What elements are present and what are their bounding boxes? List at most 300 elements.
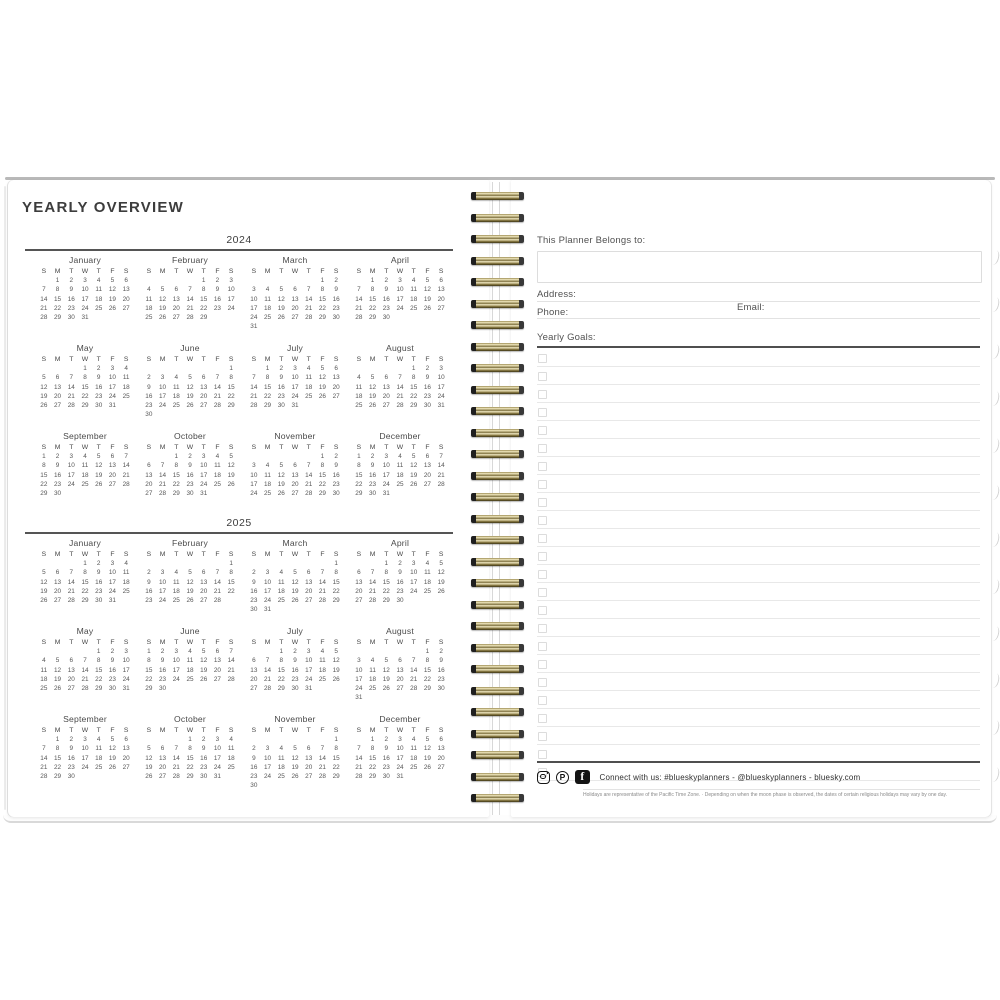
date-cell: 2 — [110, 648, 115, 656]
date-cell: 22 — [332, 587, 340, 595]
date-cell: 14 — [67, 383, 75, 391]
weekday-header-cell: F — [320, 444, 325, 451]
empty-cell — [379, 647, 393, 656]
empty-cell — [142, 364, 156, 373]
date-cell: 27 — [437, 304, 445, 312]
date-cell: 26 — [145, 772, 153, 780]
date-cell: 19 — [95, 471, 103, 479]
month-grid — [247, 550, 343, 614]
binding-coil — [471, 300, 524, 308]
date-cell: 31 — [437, 401, 445, 409]
date-cell: 9 — [398, 569, 402, 577]
date-cell: 19 — [108, 754, 116, 762]
date-cell: 29 — [332, 772, 340, 780]
weekday-header-cell: T — [201, 444, 206, 451]
date-cell: 6 — [201, 374, 206, 382]
weekday-header-cell: S — [356, 639, 362, 646]
date-cell: 14 — [186, 295, 194, 303]
date-cell: 21 — [410, 675, 418, 683]
date-cell: 12 — [277, 295, 285, 303]
date-cell: 13 — [291, 295, 299, 303]
date-cell: 15 — [332, 754, 340, 762]
date-cell: 18 — [410, 295, 418, 303]
date-cell: 16 — [369, 471, 377, 479]
date-cell: 25 — [145, 313, 153, 321]
empty-cell — [288, 276, 302, 285]
weekday-header-cell: T — [201, 268, 206, 275]
weekday-header-cell: W — [81, 551, 89, 558]
binding-coil — [471, 472, 524, 480]
date-cell: 5 — [160, 286, 165, 294]
date-cell: 15 — [186, 754, 194, 762]
empty-cell — [352, 735, 366, 744]
date-cell: 15 — [40, 471, 48, 479]
date-cell: 12 — [423, 745, 431, 753]
date-cell: 16 — [186, 471, 194, 479]
date-cell: 8 — [384, 569, 389, 577]
binding-coil — [471, 321, 524, 329]
weekday-header-cell: T — [96, 356, 101, 363]
date-cell: 31 — [291, 401, 299, 409]
date-cell: 18 — [186, 666, 194, 674]
date-cell: 17 — [382, 471, 390, 479]
date-cell: 14 — [318, 578, 326, 586]
date-cell: 14 — [318, 754, 326, 762]
date-cell: 10 — [250, 471, 258, 479]
weekday-header-cell: F — [215, 444, 220, 451]
left-page — [8, 180, 489, 817]
date-cell: 31 — [81, 313, 89, 321]
date-cell: 13 — [396, 666, 404, 674]
date-cell: 6 — [55, 569, 60, 577]
month-grid — [37, 726, 133, 781]
empty-cell — [169, 735, 183, 744]
date-cell: 22 — [318, 480, 326, 488]
date-cell: 1 — [370, 277, 375, 285]
date-cell: 12 — [332, 657, 340, 665]
date-cell: 18 — [396, 471, 404, 479]
date-cell: 25 — [227, 763, 235, 771]
date-cell: 3 — [83, 736, 87, 744]
date-cell: 24 — [67, 480, 75, 488]
empty-cell — [393, 647, 407, 656]
empty-cell — [211, 559, 225, 568]
weekday-header-cell: M — [54, 356, 61, 363]
month-name: August — [386, 343, 414, 353]
weekday-header-cell: W — [291, 639, 299, 646]
date-cell: 1 — [83, 560, 87, 568]
date-cell: 1 — [279, 648, 284, 656]
date-cell: 3 — [160, 569, 165, 577]
date-cell: 27 — [200, 401, 208, 409]
weekday-header-cell: S — [41, 639, 47, 646]
date-cell: 23 — [423, 392, 431, 400]
date-cell: 27 — [159, 772, 167, 780]
date-cell: 21 — [213, 587, 221, 595]
date-cell: 30 — [382, 772, 390, 780]
instagram-icon — [537, 771, 550, 784]
date-cell: 27 — [305, 596, 313, 604]
date-cell: 16 — [108, 666, 116, 674]
date-cell: 23 — [382, 763, 390, 771]
date-cell: 9 — [252, 578, 256, 586]
goal-row — [537, 583, 980, 601]
weekday-header-cell: S — [333, 551, 339, 558]
address-label: Address: — [537, 289, 577, 300]
date-cell: 2 — [279, 365, 284, 373]
date-cell: 28 — [369, 596, 377, 604]
date-cell: 20 — [355, 587, 363, 595]
empty-cell — [183, 364, 197, 373]
date-cell: 5 — [425, 277, 430, 285]
date-cell: 7 — [357, 286, 361, 294]
date-cell: 22 — [200, 304, 208, 312]
binding-coil — [471, 386, 524, 394]
date-cell: 15 — [355, 471, 363, 479]
date-cell: 16 — [95, 383, 103, 391]
binding-coil — [471, 730, 524, 738]
weekday-header-cell: M — [264, 444, 271, 451]
date-cell: 22 — [81, 587, 89, 595]
date-cell: 21 — [186, 304, 194, 312]
date-cell: 20 — [145, 480, 153, 488]
date-cell: 20 — [332, 383, 340, 391]
weekday-header-cell: S — [251, 639, 257, 646]
date-cell: 27 — [437, 763, 445, 771]
date-cell: 20 — [200, 587, 208, 595]
weekday-header-cell: T — [69, 444, 74, 451]
empty-cell — [51, 559, 65, 568]
date-cell: 19 — [145, 763, 153, 771]
date-cell: 20 — [54, 587, 62, 595]
date-cell: 26 — [108, 763, 116, 771]
date-cell: 12 — [145, 754, 153, 762]
date-cell: 11 — [227, 745, 235, 753]
date-cell: 7 — [357, 745, 361, 753]
date-cell: 12 — [95, 462, 103, 470]
weekday-header-cell: T — [174, 639, 179, 646]
empty-cell — [302, 559, 316, 568]
date-cell: 9 — [384, 286, 389, 294]
date-cell: 21 — [437, 471, 445, 479]
empty-cell — [197, 364, 211, 373]
weekday-header-cell: M — [159, 639, 166, 646]
date-cell: 20 — [305, 587, 313, 595]
weekday-header-cell: T — [384, 444, 389, 451]
date-cell: 21 — [355, 304, 363, 312]
empty-cell — [142, 735, 156, 744]
date-cell: 5 — [42, 569, 46, 577]
phone-label: Phone: — [537, 307, 569, 318]
date-cell: 5 — [96, 453, 101, 461]
date-cell: 28 — [305, 313, 313, 321]
date-cell: 9 — [69, 745, 74, 753]
weekday-header-cell: W — [396, 551, 404, 558]
date-cell: 1 — [320, 453, 325, 461]
empty-cell — [156, 559, 170, 568]
date-cell: 24 — [213, 763, 221, 771]
date-cell: 23 — [213, 304, 221, 312]
date-cell: 6 — [69, 657, 74, 665]
date-cell: 27 — [291, 489, 299, 497]
date-cell: 11 — [305, 374, 313, 382]
weekday-header-cell: S — [123, 268, 129, 275]
date-cell: 22 — [227, 587, 235, 595]
date-cell: 16 — [250, 763, 258, 771]
date-cell: 10 — [108, 374, 116, 382]
empty-cell — [274, 559, 288, 568]
date-cell: 11 — [264, 295, 271, 303]
date-cell: 19 — [382, 675, 390, 683]
date-cell: 8 — [320, 462, 325, 470]
date-cell: 12 — [277, 471, 285, 479]
date-cell: 6 — [384, 374, 389, 382]
date-cell: 8 — [370, 286, 375, 294]
date-cell: 7 — [124, 453, 128, 461]
date-cell: 17 — [213, 754, 221, 762]
weekday-header-cell: M — [369, 268, 376, 275]
date-cell: 13 — [122, 286, 130, 294]
weekday-header-cell: T — [279, 356, 284, 363]
weekday-header-cell: W — [186, 727, 194, 734]
empty-cell — [316, 559, 330, 568]
empty-cell — [247, 276, 261, 285]
date-cell: 10 — [264, 754, 272, 762]
weekday-header-cell: T — [174, 727, 179, 734]
mini-month-august-2024 — [352, 343, 448, 419]
date-cell: 5 — [293, 569, 297, 577]
date-cell: 31 — [213, 772, 221, 780]
date-cell: 9 — [293, 657, 297, 665]
weekday-header-cell: F — [110, 268, 115, 275]
weekday-header-cell: S — [41, 444, 47, 451]
weekday-header-cell: F — [425, 268, 430, 275]
date-cell: 16 — [145, 392, 153, 400]
month-name: March — [282, 255, 308, 265]
date-cell: 7 — [439, 453, 443, 461]
weekday-header-cell: T — [201, 356, 206, 363]
date-cell: 30 — [437, 684, 445, 692]
weekday-header-cell: T — [96, 444, 101, 451]
date-cell: 18 — [172, 587, 180, 595]
date-cell: 29 — [95, 684, 103, 692]
weekday-header-cell: M — [159, 268, 166, 275]
weekday-header-cell: S — [251, 727, 257, 734]
date-cell: 26 — [54, 684, 62, 692]
date-cell: 2 — [215, 277, 220, 285]
mini-month-february-2024 — [142, 255, 238, 331]
weekday-header-cell: T — [279, 727, 284, 734]
date-cell: 27 — [54, 401, 62, 409]
weekday-header-cell: M — [264, 356, 271, 363]
yearly-goals-rule — [537, 346, 980, 348]
date-cell: 27 — [332, 392, 340, 400]
date-cell: 4 — [357, 374, 361, 382]
date-cell: 7 — [411, 657, 416, 665]
date-cell: 11 — [81, 462, 89, 470]
weekday-header-cell: S — [333, 356, 339, 363]
month-name: October — [174, 431, 206, 441]
date-cell: 13 — [332, 374, 340, 382]
date-cell: 5 — [334, 648, 338, 656]
mini-month-october-2025 — [142, 714, 238, 790]
date-cell: 31 — [108, 401, 116, 409]
date-cell: 23 — [95, 587, 103, 595]
date-cell: 26 — [291, 772, 299, 780]
weekday-header-cell: S — [123, 551, 129, 558]
empty-cell — [393, 364, 407, 373]
date-cell: 27 — [67, 684, 75, 692]
binding-coil — [471, 687, 524, 695]
date-cell: 8 — [425, 657, 430, 665]
date-cell: 16 — [277, 383, 285, 391]
date-cell: 6 — [124, 736, 128, 744]
month-name: August — [386, 626, 414, 636]
weekday-header-cell: M — [159, 727, 166, 734]
weekday-header-cell: S — [228, 551, 234, 558]
date-cell: 5 — [55, 657, 60, 665]
year-rule — [25, 249, 453, 251]
date-cell: 21 — [318, 587, 326, 595]
date-cell: 25 — [264, 313, 272, 321]
goal-row — [537, 511, 980, 529]
date-cell: 30 — [145, 411, 153, 419]
date-cell: 12 — [40, 578, 48, 586]
date-cell: 8 — [320, 286, 325, 294]
weekday-header-cell: M — [369, 356, 376, 363]
weekday-header-cell: S — [333, 444, 339, 451]
goal-row — [537, 601, 980, 619]
date-cell: 28 — [318, 596, 326, 604]
date-cell: 26 — [159, 313, 167, 321]
date-cell: 17 — [227, 295, 235, 303]
pinterest-glyph: P — [559, 771, 566, 782]
mini-month-january-2025 — [37, 538, 133, 614]
mini-month-october-2024 — [142, 431, 238, 507]
date-cell: 30 — [200, 772, 208, 780]
date-cell: 24 — [264, 772, 272, 780]
date-cell: 6 — [439, 277, 443, 285]
mini-month-september-2025 — [37, 714, 133, 790]
weekday-header-cell: M — [369, 551, 376, 558]
date-cell: 12 — [227, 462, 235, 470]
month-grid — [352, 638, 448, 702]
date-cell: 26 — [40, 401, 48, 409]
weekday-header-cell: M — [54, 444, 61, 451]
date-cell: 27 — [305, 772, 313, 780]
weekday-header-cell: T — [174, 444, 179, 451]
empty-cell — [183, 276, 197, 285]
date-cell: 19 — [291, 763, 299, 771]
date-cell: 28 — [122, 480, 130, 488]
date-cell: 26 — [437, 587, 445, 595]
date-cell: 8 — [279, 657, 284, 665]
date-cell: 2 — [293, 648, 297, 656]
empty-cell — [247, 647, 261, 656]
date-cell: 19 — [227, 471, 235, 479]
month-name: November — [274, 431, 316, 441]
date-cell: 31 — [264, 606, 272, 614]
weekday-header-cell: W — [186, 444, 194, 451]
date-cell: 27 — [213, 675, 221, 683]
date-cell: 8 — [96, 657, 101, 665]
date-cell: 8 — [370, 745, 375, 753]
date-cell: 7 — [83, 657, 87, 665]
weekday-header-cell: T — [384, 356, 389, 363]
date-cell: 17 — [81, 754, 89, 762]
date-cell: 1 — [425, 648, 430, 656]
date-cell: 13 — [355, 578, 363, 586]
goal-checkbox — [538, 372, 547, 381]
date-cell: 4 — [42, 657, 46, 665]
empty-cell — [51, 647, 65, 656]
footer-social-row — [537, 769, 860, 785]
mini-month-may-2025 — [37, 626, 133, 702]
date-cell: 21 — [305, 304, 313, 312]
date-cell: 13 — [200, 383, 208, 391]
date-cell: 24 — [305, 675, 313, 683]
goal-row — [537, 493, 980, 511]
date-cell: 10 — [67, 462, 75, 470]
date-cell: 24 — [159, 596, 167, 604]
date-cell: 18 — [227, 754, 235, 762]
date-cell: 15 — [81, 578, 89, 586]
empty-cell — [274, 452, 288, 461]
date-cell: 12 — [108, 286, 116, 294]
date-cell: 30 — [332, 489, 340, 497]
date-cell: 12 — [410, 462, 418, 470]
weekday-header-cell: F — [110, 551, 115, 558]
weekday-header-cell: S — [123, 639, 129, 646]
date-cell: 17 — [264, 763, 272, 771]
date-cell: 10 — [159, 578, 167, 586]
date-cell: 4 — [320, 648, 325, 656]
date-cell: 23 — [250, 596, 258, 604]
date-cell: 16 — [95, 578, 103, 586]
date-cell: 28 — [40, 313, 48, 321]
date-cell: 25 — [264, 489, 272, 497]
date-cell: 20 — [172, 304, 180, 312]
date-cell: 4 — [265, 286, 270, 294]
spiral-binding — [469, 180, 527, 817]
date-cell: 30 — [423, 401, 431, 409]
weekday-header-cell: T — [174, 268, 179, 275]
date-cell: 21 — [264, 675, 272, 683]
weekday-header-cell: T — [69, 639, 74, 646]
date-cell: 15 — [382, 578, 390, 586]
mini-month-june-2025 — [142, 626, 238, 702]
date-cell: 11 — [369, 666, 376, 674]
date-cell: 4 — [124, 560, 128, 568]
date-cell: 18 — [305, 383, 313, 391]
date-cell: 28 — [213, 596, 221, 604]
empty-cell — [247, 452, 261, 461]
weekday-header-cell: S — [41, 551, 47, 558]
date-cell: 1 — [384, 560, 389, 568]
date-cell: 28 — [264, 684, 272, 692]
date-cell: 10 — [227, 286, 235, 294]
date-cell: 3 — [398, 277, 402, 285]
date-cell: 12 — [369, 383, 377, 391]
goal-checkbox — [538, 588, 547, 597]
weekday-header-cell: S — [438, 727, 444, 734]
date-cell: 14 — [213, 383, 221, 391]
date-cell: 21 — [172, 763, 180, 771]
goal-row — [537, 421, 980, 439]
date-cell: 1 — [188, 736, 192, 744]
date-cell: 25 — [277, 772, 285, 780]
date-cell: 31 — [122, 684, 130, 692]
